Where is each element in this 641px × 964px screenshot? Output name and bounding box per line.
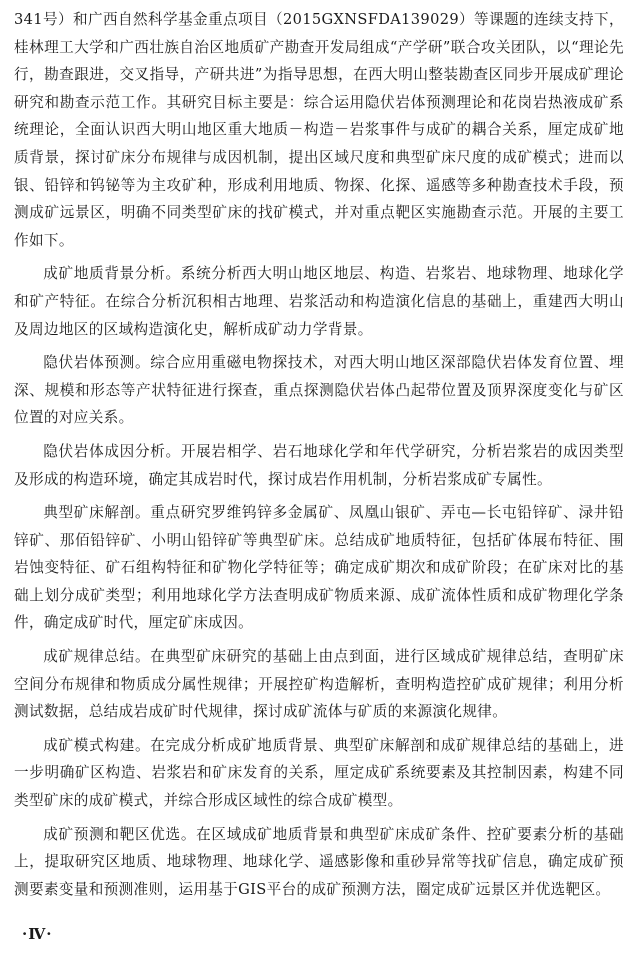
paragraph-concealed-pluton-prediction: 隐伏岩体预测。综合应用重磁电物探技术，对西大明山地区深部隐伏岩体发育位置、埋深、规模和形态等产状特征进行探查，重点探测隐伏岩体凸起带位置及顶界深度变化与矿区位置的对应关系。	[14, 354, 624, 427]
paragraph-typical-deposit-dissection: 典型矿床解剖。重点研究罗维钨锌多金属矿、凤凰山银矿、弄屯—长屯铅锌矿、渌井铅锌矿、那佰铅锌矿、小明山铅锌矿等典型矿床。总结成矿地质特征，包括矿体展布特征、围岩蚀变特征、矿石组构特征和矿物化学特征等；确定成矿期次和成矿阶段；在矿床对比的基础上划分成矿类型；利用地球化学方法查明成矿物质来源、成矿流体性质和成矿物理化学条件，确定成矿时代，厘定矿床成因。	[14, 504, 624, 632]
paragraph-metallogenic-model: 成矿模式构建。在完成分析成矿地质背景、典型矿床解剖和成矿规律总结的基础上，进一步明确矿区构造、岩浆岩和矿床发育的关系，厘定成矿系统要素及其控制因素，构建不同类型矿床的成矿模式，并综合形成区域性的综合成矿模型。	[14, 736, 624, 810]
paragraph-concealed-pluton-genesis: 隐伏岩体成因分析。开展岩相学、岩石地球化学和年代学研究，分析岩浆岩的成因类型及形成的构造环境，确定其成岩时代，探讨成岩作用机制，分析岩浆成矿专属性。	[14, 442, 624, 488]
paragraph-prediction-and-targets: 成矿预测和靶区优选。在区域成矿地质背景和典型矿床成矿条件、控矿要素分析的基础上，提取研究区地质、地球物理、地球化学、遥感影像和重砂异常等找矿信息，确定成矿预测要素变量和预测准则，运用基于GIS平台的成矿预测方法，圈定成矿远景区并优选靶区。	[14, 825, 624, 898]
page-number: ·Ⅳ·	[22, 925, 53, 943]
paragraph-metallogenic-background: 成矿地质背景分析。系统分析西大明山地区地层、构造、岩浆岩、地球物理、地球化学和矿产特征。在综合分析沉积相古地理、岩浆活动和构造演化信息的基础上，重建西大明山及周边地区的区域构造演化史，解析成矿动力学背景。	[14, 265, 624, 338]
paragraph-metallogenic-regularity: 成矿规律总结。在典型矿床研究的基础上由点到面，进行区域成矿规律总结，查明矿床空间分布规律和物质成分属性规律；开展控矿构造解析，查明构造控矿成矿规律；利用分析测试数据，总结成岩成矿时代规律，探讨成矿流体与矿质的来源演化规律。	[14, 648, 624, 721]
paragraph-intro: 341号）和广西自然科学基金重点项目（2015GXNSFDA139029）等课题的连续支持下，桂林理工大学和广西壮族自治区地质矿产勘查开发局组成“产学研”联合攻关团队，以“理论先行，勘查跟进，交叉指导，产研共进”为指导思想，在西大明山整装勘查区同步开展成矿理论研究和勘查示范工作。其研究目标主要是：综合运用隐伏岩体预测理论和花岗岩热液成矿系统理论，全面认识西大明山地区重大地质－构造－岩浆事件与成矿的耦合关系，厘定成矿地质背景，探讨矿床分布规律与成因机制，提出区域尺度和典型矿床尺度的成矿模式；进而以银、铅锌和钨铋等为主攻矿种，形成利用地质、物探、化探、遥感等多种勘查技术手段，预测成矿远景区，明确不同类型矿床的找矿模式，并对重点靶区实施勘查示范。开展的主要工作如下。	[14, 11, 624, 249]
document-page	[14, 6, 624, 909]
